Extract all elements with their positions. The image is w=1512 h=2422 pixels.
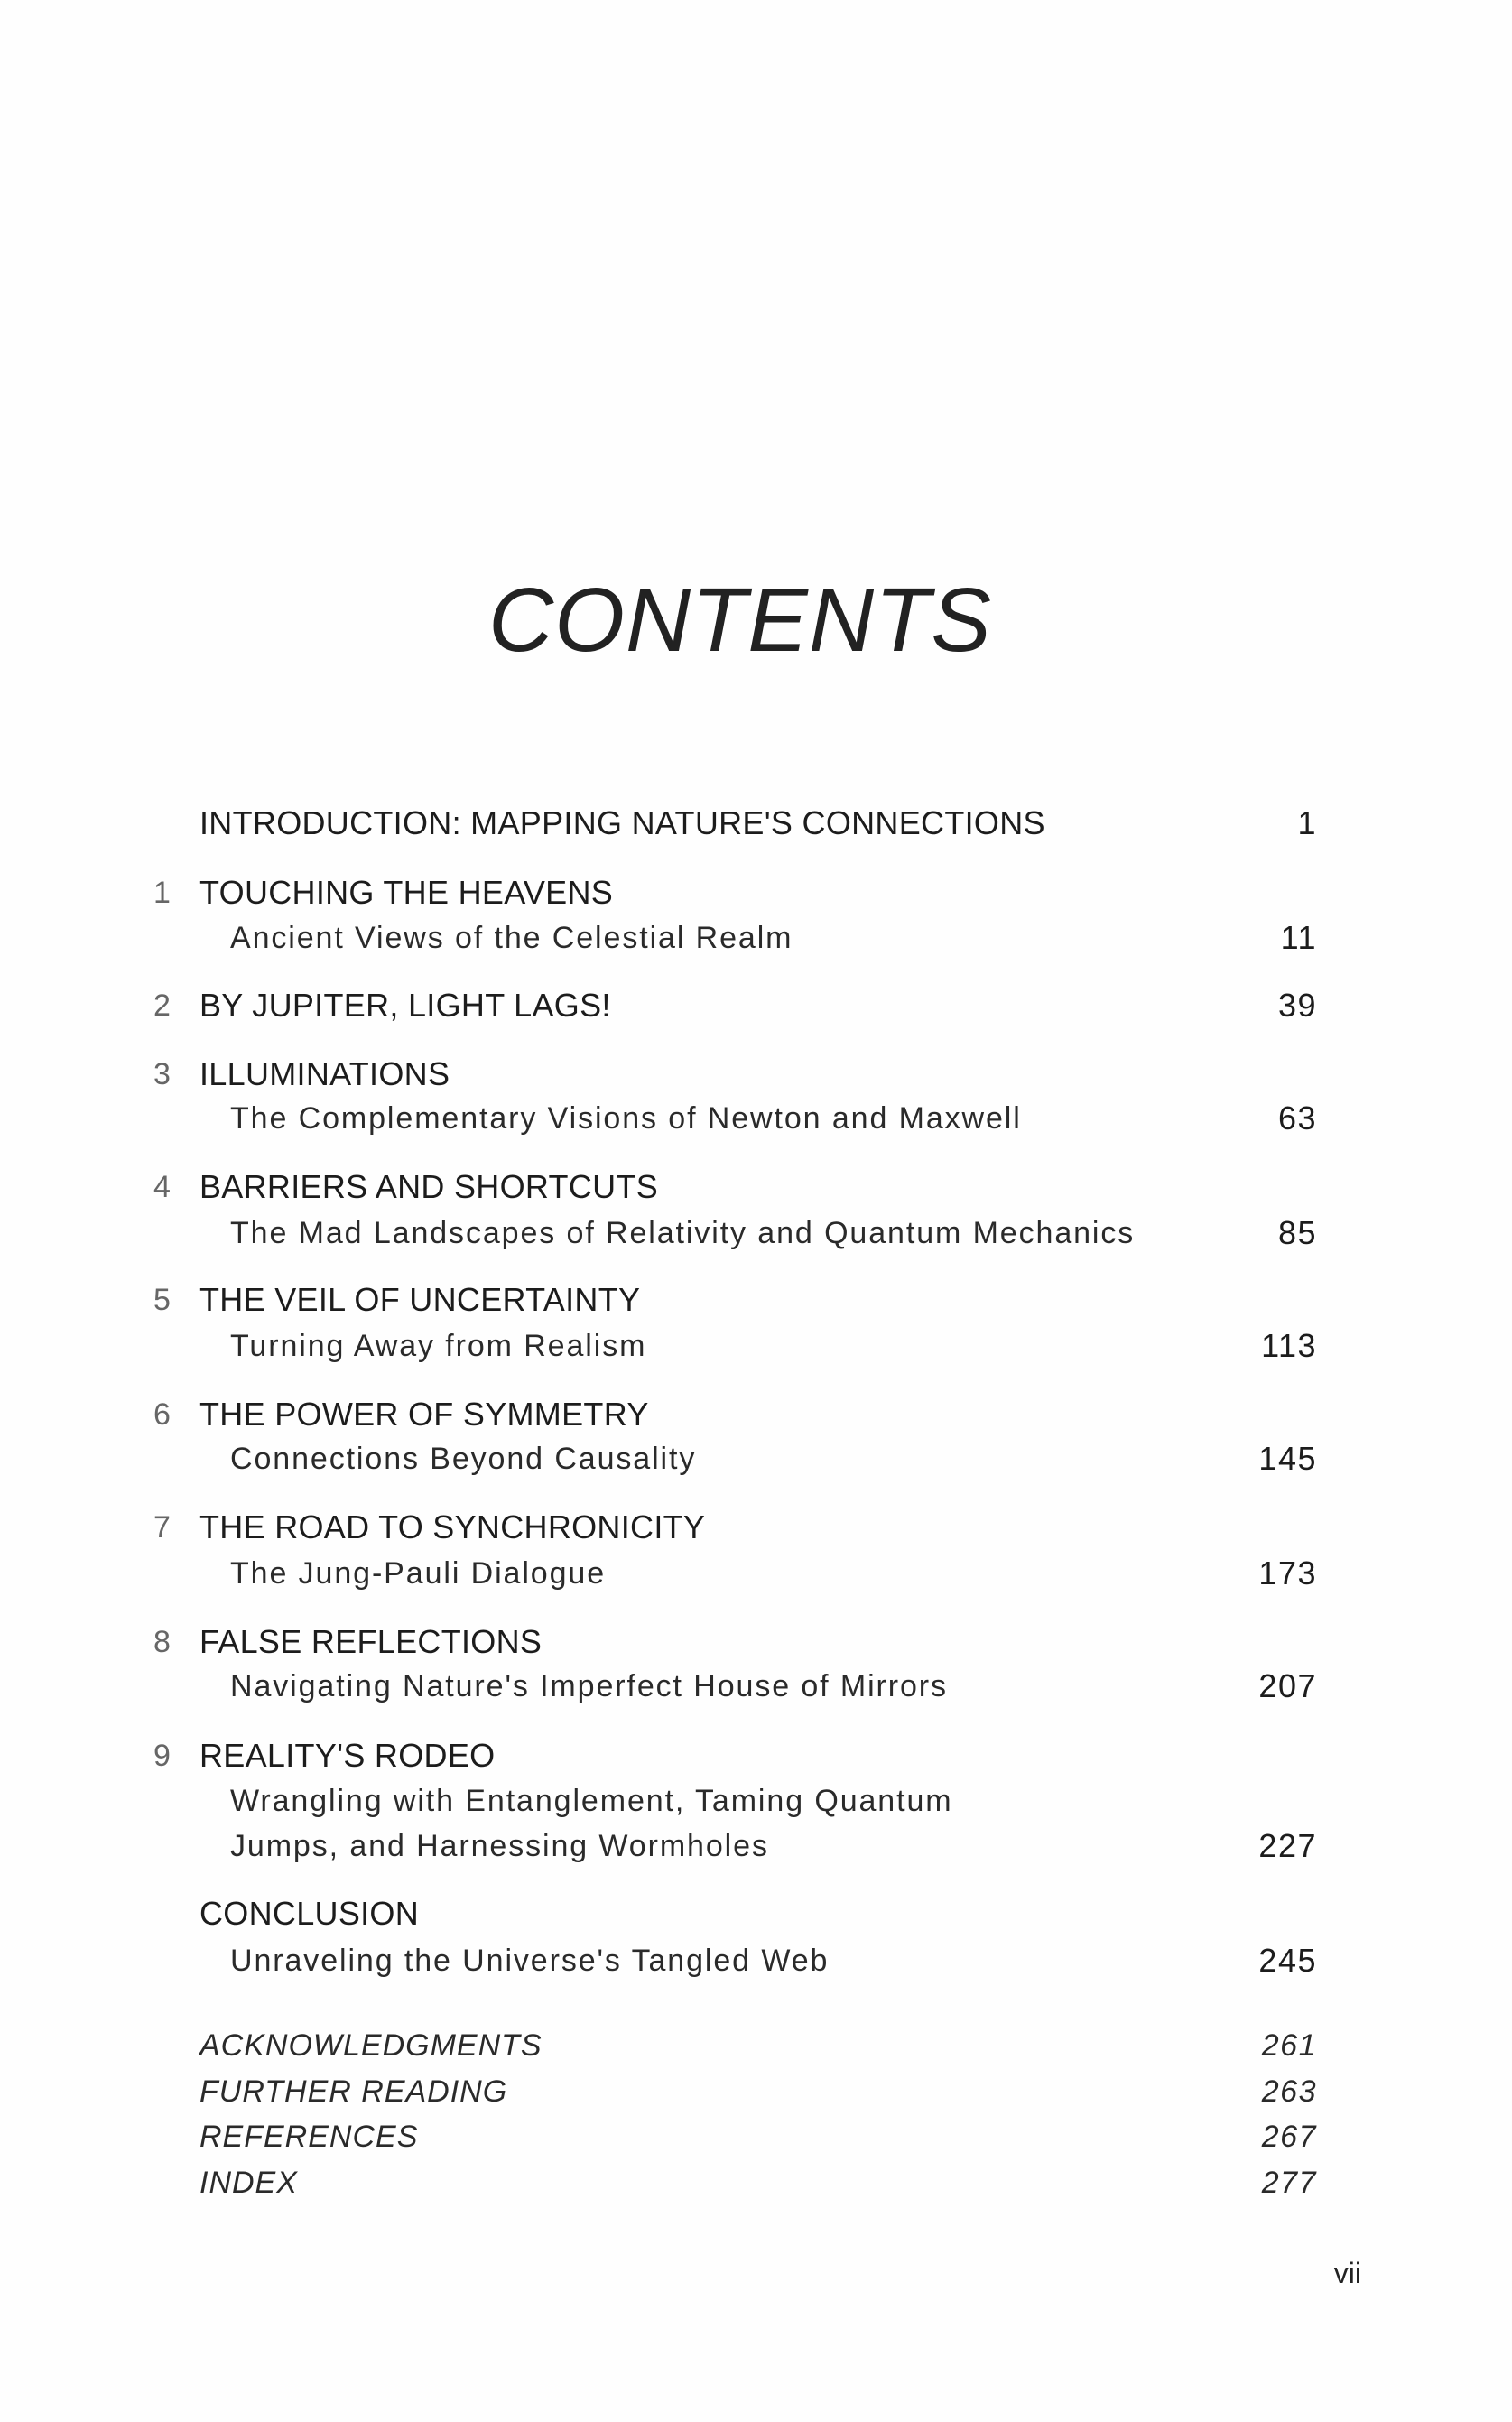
- chapter-title: REALITY'S RODEO: [199, 1737, 496, 1774]
- toc-page-number: 63: [1277, 1100, 1317, 1137]
- chapter-subtitle: Jumps, and Harnessing Wormholes: [230, 1829, 769, 1863]
- toc-page-number: 207: [1258, 1667, 1317, 1704]
- chapter-title: THE ROAD TO SYNCHRONICITY: [199, 1508, 706, 1545]
- back-matter-title: INDEX: [199, 2166, 298, 2200]
- chapter-number: 9: [153, 1739, 171, 1773]
- toc-page-number: 1: [1297, 804, 1317, 841]
- chapter-number: 4: [153, 1170, 171, 1204]
- toc-introduction-title: INTRODUCTION: MAPPING NATURE'S CONNECTIONS: [199, 804, 1045, 841]
- toc-page-number: 173: [1258, 1554, 1317, 1591]
- chapter-subtitle: Connections Beyond Causality: [230, 1442, 697, 1476]
- folio-page-number: vii: [1333, 2257, 1361, 2289]
- chapter-number: 2: [153, 988, 171, 1023]
- toc-page-number: 11: [1280, 919, 1317, 956]
- page-title: CONTENTS: [488, 570, 992, 671]
- back-matter-title: FURTHER READING: [199, 2074, 508, 2109]
- toc-page-number: 267: [1261, 2120, 1317, 2154]
- chapter-subtitle: Ancient Views of the Celestial Realm: [230, 921, 793, 955]
- chapter-title: THE VEIL OF UNCERTAINTY: [199, 1281, 641, 1318]
- chapter-number: 8: [153, 1625, 171, 1659]
- back-matter-title: ACKNOWLEDGMENTS: [199, 2028, 543, 2063]
- chapter-number: 1: [153, 876, 171, 910]
- chapter-subtitle: The Mad Landscapes of Relativity and Quantum Mechanics: [230, 1216, 1136, 1250]
- chapter-subtitle: Wrangling with Entanglement, Taming Quantum: [230, 1784, 953, 1818]
- chapter-title: THE POWER OF SYMMETRY: [199, 1396, 649, 1433]
- toc-page-number: 245: [1258, 1942, 1317, 1979]
- toc-page-number: 263: [1261, 2074, 1317, 2109]
- chapter-title: FALSE REFLECTIONS: [199, 1623, 543, 1660]
- chapter-title: BARRIERS AND SHORTCUTS: [199, 1168, 659, 1205]
- chapter-title: ILLUMINATIONS: [199, 1055, 450, 1092]
- chapter-number: 6: [153, 1397, 171, 1432]
- chapter-subtitle: Turning Away from Realism: [230, 1329, 647, 1363]
- back-matter-title: REFERENCES: [199, 2120, 419, 2154]
- chapter-number: 5: [153, 1283, 171, 1317]
- toc-page-number: 227: [1258, 1827, 1317, 1864]
- toc-page-number: 113: [1261, 1327, 1317, 1364]
- toc-page-number: 277: [1261, 2166, 1317, 2200]
- toc-page-number: 39: [1277, 987, 1317, 1024]
- chapter-subtitle: The Complementary Visions of Newton and Maxwell: [230, 1101, 1022, 1136]
- chapter-number: 3: [153, 1057, 171, 1091]
- chapter-subtitle: Navigating Nature's Imperfect House of Mirrors: [230, 1669, 948, 1703]
- toc-page-number: 85: [1277, 1214, 1317, 1251]
- toc-conclusion-title: CONCLUSION: [199, 1895, 420, 1932]
- toc-conclusion-subtitle: Unraveling the Universe's Tangled Web: [230, 1944, 830, 1978]
- chapter-subtitle: The Jung-Pauli Dialogue: [230, 1556, 607, 1591]
- chapter-title: BY JUPITER, LIGHT LAGS!: [199, 987, 611, 1024]
- chapter-number: 7: [153, 1510, 171, 1545]
- chapter-title: TOUCHING THE HEAVENS: [199, 874, 614, 911]
- toc-page-number: 261: [1261, 2028, 1317, 2063]
- toc-page-number: 145: [1258, 1440, 1317, 1477]
